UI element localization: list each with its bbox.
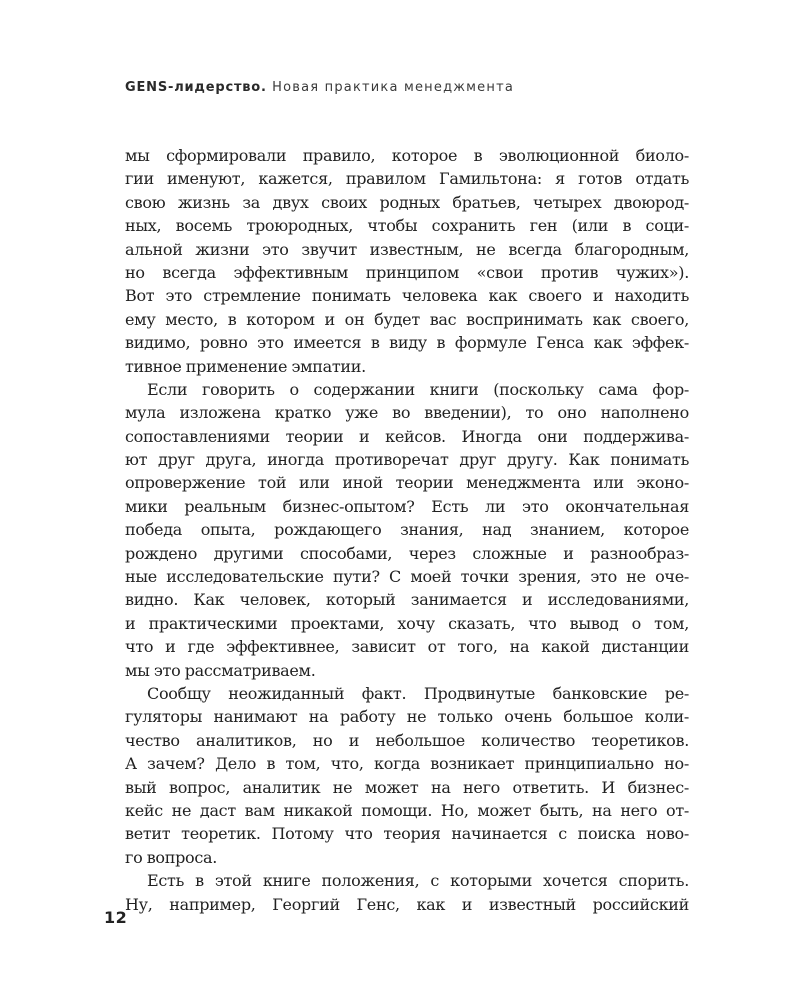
text-line: Вот это стремление понимать человека как своего и находить — [125, 286, 689, 306]
running-header — [125, 80, 514, 95]
body-text — [125, 144, 689, 916]
text-line: кейс не даст вам никакой помощи. Но, может быть, на него от- — [125, 800, 689, 820]
text-line: А зачем? Дело в том, что, когда возникает принципиально но- — [125, 754, 689, 774]
text-line: мики реальным бизнес-опытом? Есть ли это окончательная — [125, 496, 689, 516]
text-line: видно. Как человек, который занимается и исследованиями, — [125, 590, 689, 610]
book-subtitle: Новая практика менеджмента — [272, 80, 515, 95]
text-line: и практическими проектами, хочу сказать, что вывод о том, — [125, 613, 689, 633]
text-line: мы сформировали правило, которое в эволюционной биоло- — [125, 146, 689, 165]
text-line: рождено другими способами, через сложные и разнообраз- — [125, 543, 689, 563]
text-line: сопоставлениями теории и кейсов. Иногда они поддержива- — [125, 426, 689, 446]
paragraph-start-line: Если говорить о содержании книги (поскольку сама фор- — [147, 379, 689, 399]
text-line: ных, восемь троюродных, чтобы сохранить ген (или в соци- — [125, 216, 689, 236]
text-line: мы это рассматриваем. — [125, 660, 316, 680]
book-title: GENS-лидерство. — [125, 80, 267, 95]
text-line: свою жизнь за двух своих родных братьев, четырех двоюрод- — [125, 192, 689, 212]
page-number: 12 — [104, 908, 128, 927]
text-line: Ну, например, Георгий Генс, как и известный российский — [125, 894, 689, 914]
text-line: альной жизни это звучит известным, не всегда благородным, — [125, 239, 689, 259]
paragraph-start-line: Сообщу неожиданный факт. Продвинутые банковские ре- — [147, 683, 689, 703]
text-line: победа опыта, рождающего знания, над знанием, которое — [125, 520, 689, 540]
text-line: тивное применение эмпатии. — [125, 356, 366, 376]
text-line: ные исследовательские пути? С моей точки зрения, это не оче- — [125, 567, 689, 587]
text-line: гуляторы нанимают на работу не только очень большое коли- — [125, 707, 689, 727]
text-line: но всегда эффективным принципом «свои против чужих»). — [125, 262, 689, 282]
text-line: ют друг друга, иногда противоречат друг другу. Как понимать — [125, 450, 689, 470]
text-line: мула изложена кратко уже во введении), то оно наполнено — [125, 403, 689, 423]
paragraph-start-line: Есть в этой книге положения, с которыми хочется спорить. — [147, 871, 689, 891]
text-line: что и где эффективнее, зависит от того, на какой дистанции — [125, 637, 689, 657]
text-line: вый вопрос, аналитик не может на него ответить. И бизнес- — [125, 777, 689, 797]
text-line: гии именуют, кажется, правилом Гамильтона: я готов отдать — [125, 169, 689, 189]
text-line: ему место, в котором и он будет вас воспринимать как своего, — [125, 309, 689, 329]
text-line: го вопроса. — [125, 847, 218, 867]
text-line: чество аналитиков, но и небольшое количество теоретиков. — [125, 730, 689, 750]
text-line: видимо, ровно это имеется в виду в формуле Генса как эффек- — [125, 333, 689, 353]
text-line: ветит теоретик. Потому что теория начинается с поиска ново- — [125, 824, 689, 844]
text-line: опровержение той или иной теории менеджмента или эконо- — [125, 473, 689, 493]
